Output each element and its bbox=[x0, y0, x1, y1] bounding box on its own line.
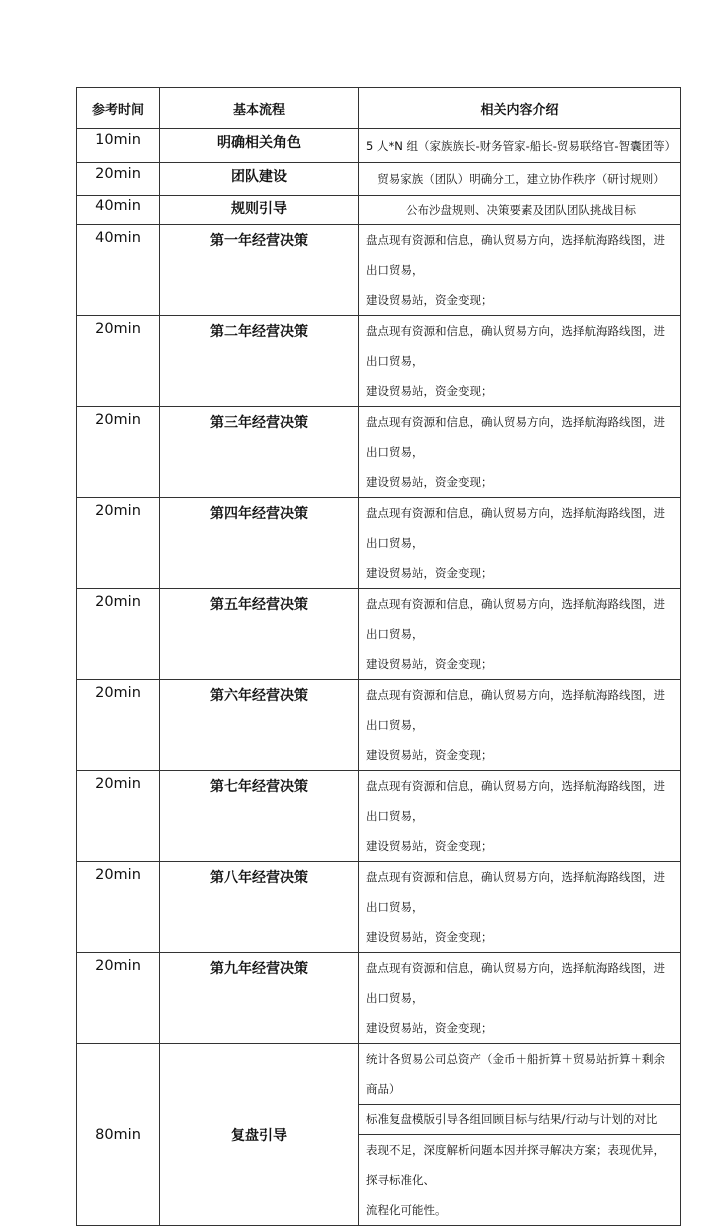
row-time: 10min bbox=[77, 129, 160, 163]
row-content bbox=[359, 407, 681, 498]
row-process: 第三年经营决策 bbox=[160, 407, 359, 498]
content-line: 盘点现有资源和信息，确认贸易方向，选择航海路线图，进出口贸易， bbox=[366, 597, 665, 641]
review-item: 统计各贸易公司总资产（金币＋船折算＋贸易站折算＋剩余商品） bbox=[359, 1044, 681, 1105]
table-row bbox=[77, 953, 681, 1044]
row-content: 贸易家族（团队）明确分工，建立协作秩序（研讨规则） bbox=[359, 163, 681, 196]
row-process: 明确相关角色 bbox=[160, 129, 359, 163]
review-item bbox=[359, 1135, 681, 1226]
content-line: 盘点现有资源和信息，确认贸易方向，选择航海路线图，进出口贸易， bbox=[366, 688, 665, 732]
row-process: 规则引导 bbox=[160, 196, 359, 225]
table-row bbox=[77, 316, 681, 407]
table-row bbox=[77, 771, 681, 862]
review-item: 标准复盘模版引导各组回顾目标与结果/行动与计划的对比 bbox=[359, 1105, 681, 1135]
row-content bbox=[359, 680, 681, 771]
row-time: 20min bbox=[77, 680, 160, 771]
row-content bbox=[359, 589, 681, 680]
agenda-table bbox=[76, 87, 681, 1226]
content-line: 建设贸易站，资金变现； bbox=[366, 657, 493, 671]
content-line: 建设贸易站，资金变现； bbox=[366, 839, 493, 853]
row-content bbox=[359, 498, 681, 589]
content-line: 建设贸易站，资金变现； bbox=[366, 566, 493, 580]
row-time: 20min bbox=[77, 407, 160, 498]
content-line: 盘点现有资源和信息，确认贸易方向，选择航海路线图，进出口贸易， bbox=[366, 779, 665, 823]
row-process: 第五年经营决策 bbox=[160, 589, 359, 680]
content-line: 盘点现有资源和信息，确认贸易方向，选择航海路线图，进出口贸易， bbox=[366, 233, 665, 277]
content-line: 建设贸易站，资金变现； bbox=[366, 475, 493, 489]
content-line: 盘点现有资源和信息，确认贸易方向，选择航海路线图，进出口贸易， bbox=[366, 961, 665, 1005]
row-time: 20min bbox=[77, 953, 160, 1044]
content-line: 盘点现有资源和信息，确认贸易方向，选择航海路线图，进出口贸易， bbox=[366, 324, 665, 368]
content-line: 建设贸易站，资金变现； bbox=[366, 1021, 493, 1035]
table-row bbox=[77, 196, 681, 225]
row-process: 第八年经营决策 bbox=[160, 862, 359, 953]
row-content bbox=[359, 316, 681, 407]
review-time: 80min bbox=[77, 1044, 160, 1226]
header-time: 参考时间 bbox=[77, 88, 160, 129]
content-line: 建设贸易站，资金变现； bbox=[366, 384, 493, 398]
table-row bbox=[77, 129, 681, 163]
content-line: 盘点现有资源和信息，确认贸易方向，选择航海路线图，进出口贸易， bbox=[366, 415, 665, 459]
table-row bbox=[77, 680, 681, 771]
row-content: 5 人*N 组（家族族长-财务管家-船长-贸易联络官-智囊团等） bbox=[359, 129, 681, 163]
header-process: 基本流程 bbox=[160, 88, 359, 129]
row-content bbox=[359, 862, 681, 953]
row-process: 第一年经营决策 bbox=[160, 225, 359, 316]
row-process: 第二年经营决策 bbox=[160, 316, 359, 407]
table-row bbox=[77, 862, 681, 953]
row-content: 公布沙盘规则、决策要素及团队团队挑战目标 bbox=[359, 196, 681, 225]
content-line: 建设贸易站，资金变现； bbox=[366, 748, 493, 762]
row-time: 20min bbox=[77, 163, 160, 196]
table-row bbox=[77, 163, 681, 196]
row-time: 20min bbox=[77, 589, 160, 680]
row-time: 20min bbox=[77, 316, 160, 407]
table-header-row bbox=[77, 88, 681, 129]
content-line: 建设贸易站，资金变现； bbox=[366, 930, 493, 944]
table-row bbox=[77, 498, 681, 589]
header-content: 相关内容介绍 bbox=[359, 88, 681, 129]
row-content bbox=[359, 225, 681, 316]
review-process: 复盘引导 bbox=[160, 1044, 359, 1226]
row-process: 第七年经营决策 bbox=[160, 771, 359, 862]
content-line: 表现不足，深度解析问题本因并探寻解决方案；表现优异，探寻标准化、 bbox=[366, 1143, 665, 1187]
row-content bbox=[359, 771, 681, 862]
row-time: 40min bbox=[77, 196, 160, 225]
row-content bbox=[359, 953, 681, 1044]
table-row bbox=[77, 589, 681, 680]
content-line: 盘点现有资源和信息，确认贸易方向，选择航海路线图，进出口贸易， bbox=[366, 870, 665, 914]
row-time: 40min bbox=[77, 225, 160, 316]
row-time: 20min bbox=[77, 771, 160, 862]
table-row bbox=[77, 407, 681, 498]
row-process: 第六年经营决策 bbox=[160, 680, 359, 771]
content-line: 流程化可能性。 bbox=[366, 1203, 447, 1217]
content-line: 建设贸易站，资金变现； bbox=[366, 293, 493, 307]
table-row bbox=[77, 225, 681, 316]
row-process: 第四年经营决策 bbox=[160, 498, 359, 589]
row-process: 第九年经营决策 bbox=[160, 953, 359, 1044]
content-line: 盘点现有资源和信息，确认贸易方向，选择航海路线图，进出口贸易， bbox=[366, 506, 665, 550]
row-time: 20min bbox=[77, 862, 160, 953]
row-process: 团队建设 bbox=[160, 163, 359, 196]
review-row bbox=[77, 1044, 681, 1105]
row-time: 20min bbox=[77, 498, 160, 589]
